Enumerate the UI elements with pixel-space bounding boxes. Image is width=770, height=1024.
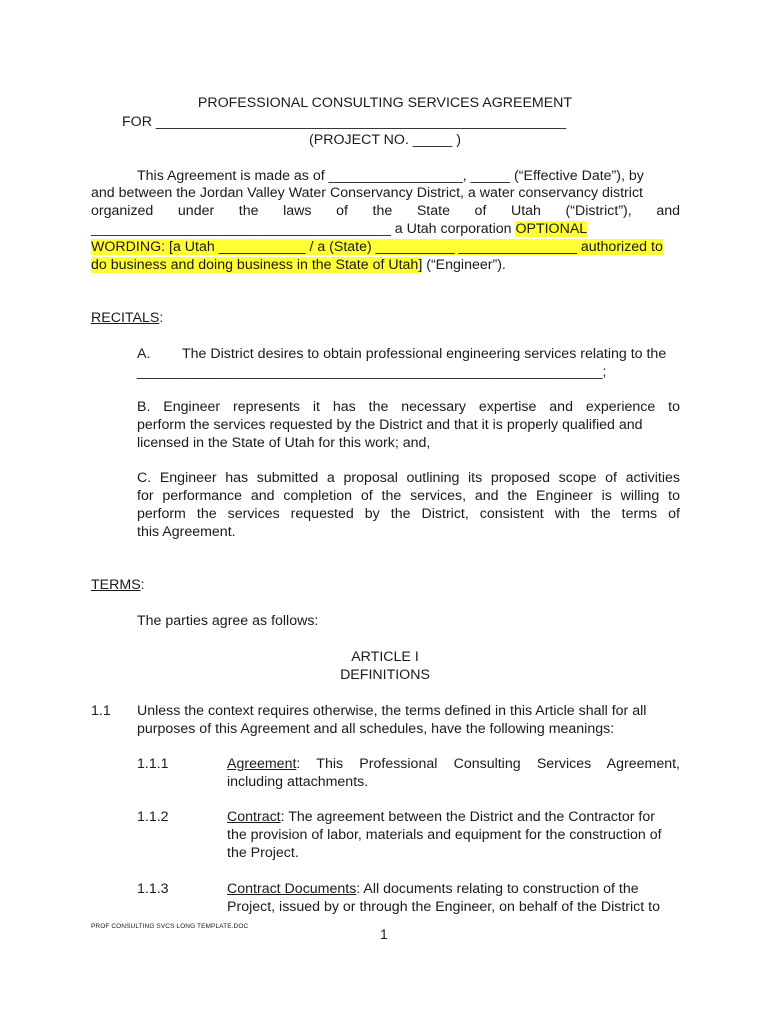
- article-title: ARTICLE I: [351, 649, 419, 665]
- section-1-1-line-2: purposes of this Agreement and all schedules, have the following meanings:: [137, 721, 615, 737]
- definition-1-1-2-line-2: the provision of labor, materials and equipment for the construction of: [227, 827, 662, 843]
- definition-contract-term: Contract: [227, 809, 281, 825]
- agreement-title: PROFESSIONAL CONSULTING SERVICES AGREEMENT: [197, 95, 573, 111]
- recital-a-label: A.: [137, 346, 151, 362]
- definition-contract-documents-term: Contract Documents: [227, 881, 357, 897]
- intro-line-3: organized under the laws of the State of Utah (“District”), and: [91, 203, 680, 219]
- recital-a-line-1: The District desires to obtain professional engineering services relating to the: [182, 346, 667, 362]
- definition-1-1-2-line-3: the Project.: [227, 845, 299, 861]
- definition-1-1-2-number: 1.1.2: [137, 809, 169, 825]
- definition-contract-documents-text: : All documents relating to construction of the: [356, 881, 639, 897]
- intro-line-2: and between the Jordan Valley Water Conservancy District, a water conservancy district: [91, 185, 643, 201]
- optional-wording-end: do business and doing business in the State of Utah]: [91, 257, 423, 273]
- definition-contract-text: : The agreement between the District and the Contractor for: [280, 809, 655, 825]
- definition-agreement-text: : This Professional Consulting Services Agreement,: [296, 756, 680, 772]
- project-number-line: (PROJECT NO. _____ ): [309, 132, 461, 148]
- definition-1-1-2-line-1: [227, 808, 655, 826]
- recital-a-line-2: ___________________________________________________________;: [137, 364, 607, 380]
- definition-1-1-1-line-1: [227, 755, 680, 773]
- page-number: 1: [380, 926, 388, 942]
- recitals-heading: [91, 309, 163, 327]
- intro-line-5: [91, 238, 663, 256]
- recital-b-line-2: perform the services requested by the District and that it is properly qualified and: [137, 417, 643, 433]
- definition-1-1-3-line-2: Project, issued by or through the Engineer, on behalf of the District to: [227, 899, 660, 915]
- recital-c-line-4: this Agreement.: [137, 524, 236, 540]
- section-1-1-line-1: Unless the context requires otherwise, the terms defined in this Article shall for all: [137, 703, 647, 719]
- engineer-definition: (“Engineer”).: [422, 257, 506, 273]
- definition-1-1-3-line-1: [227, 880, 639, 898]
- for-line: FOR ____________________________________________________: [122, 114, 567, 130]
- file-reference: PROF CONSULTING SVCS LONG TEMPLATE.DOC: [91, 923, 249, 930]
- recital-c-line-3: perform the services requested by the District, consistent with the terms of: [137, 506, 680, 522]
- intro-line-4-text: ______________________________________ a Utah corporation: [91, 221, 512, 237]
- intro-line-1: This Agreement is made as of _________________, _____ (“Effective Date”), by: [137, 168, 644, 184]
- definition-1-1-1-number: 1.1.1: [137, 756, 169, 772]
- definition-agreement-term: Agreement: [227, 756, 297, 772]
- intro-line-6: [91, 256, 506, 274]
- definition-1-1-3-number: 1.1.3: [137, 881, 169, 897]
- recitals-colon: :: [159, 310, 164, 326]
- terms-heading-text: TERMS: [91, 577, 141, 593]
- section-1-1-number: 1.1: [91, 703, 111, 719]
- recital-b-line-3: licensed in the State of Utah for this work; and,: [137, 435, 431, 451]
- intro-line-4: [91, 220, 587, 238]
- recital-b-line-1: B. Engineer represents it has the necessary expertise and experience to: [137, 399, 680, 415]
- terms-colon: :: [140, 577, 145, 593]
- article-subtitle: DEFINITIONS: [340, 667, 430, 683]
- optional-wording-highlight: OPTIONAL: [515, 221, 588, 237]
- recital-c-line-1: C. Engineer has submitted a proposal outlining its proposed scope of activities: [137, 470, 680, 486]
- recitals-heading-text: RECITALS: [91, 310, 160, 326]
- optional-wording-line: WORDING: [a Utah ___________ / a (State) __________ _______________ authorized to: [91, 239, 663, 255]
- definition-1-1-1-line-2: including attachments.: [227, 774, 369, 790]
- terms-intro: The parties agree as follows:: [137, 613, 319, 629]
- recital-c-line-2: for performance and completion of the services, and the Engineer is willing to: [137, 488, 680, 504]
- terms-heading: [91, 576, 145, 594]
